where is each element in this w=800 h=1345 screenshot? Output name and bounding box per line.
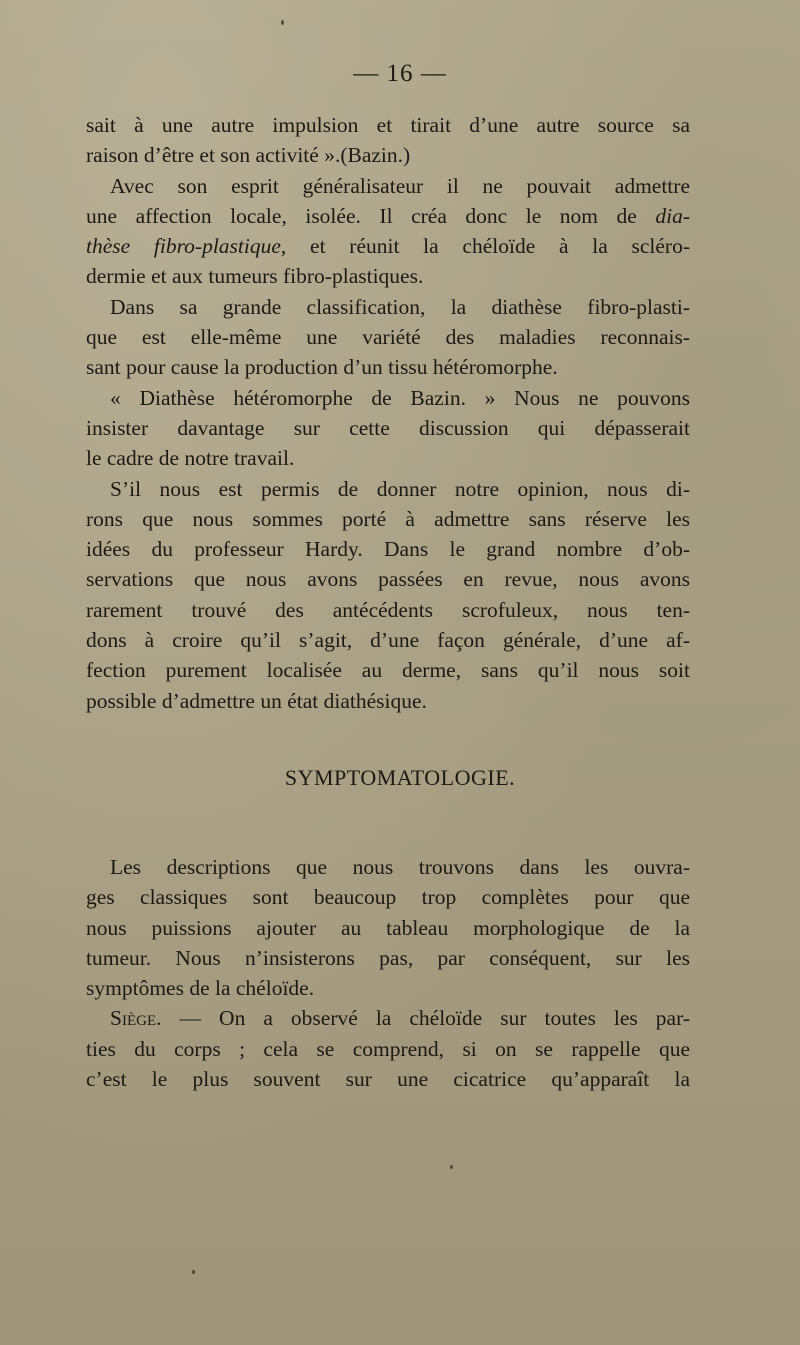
italic-term: thèse fibro-plastique: [86, 234, 281, 259]
paper-spot: [450, 1165, 453, 1169]
text-line: [86, 231, 690, 261]
text-line: sant pour cause la production d’un tissu hétéromorphe.: [86, 355, 558, 380]
text-line: nous puissions ajouter au tableau morphologique de la: [86, 915, 690, 940]
text-line: « Diathèse hétéromorphe de Bazin. » Nous ne pouvons: [110, 385, 690, 410]
text-line: dermie et aux tumeurs fibro-plastiques.: [86, 264, 424, 289]
text-line: servations que nous avons passées en revue, nous avons: [86, 567, 690, 592]
text-fragment: thèse fibro-plastique, et réunit la chéloïde à la scléro-: [86, 234, 690, 259]
text-line: rons que nous sommes porté à admettre sans réserve les: [86, 506, 690, 531]
body-text-bottom: [86, 852, 690, 1094]
text-line: que est elle-même une variété des maladies reconnais-: [86, 325, 690, 350]
italic-term: dia-: [655, 203, 690, 228]
text-line: [86, 201, 690, 231]
subsection-lead: Siège.: [110, 1006, 162, 1031]
text-line: Dans sa grande classification, la diathèse fibro-plasti-: [110, 294, 690, 319]
text-line: idées du professeur Hardy. Dans le grand nombre d’ob-: [86, 537, 690, 562]
text-line: ges classiques sont beaucoup trop complètes pour que: [86, 885, 690, 910]
text-line: Avec son esprit généralisateur il ne pouvait admettre: [110, 173, 690, 198]
text-line: sait à une autre impulsion et tirait d’une autre source sa: [86, 113, 690, 137]
text-line: c’est le plus souvent sur une cicatrice qu’apparaît la: [86, 1067, 690, 1092]
text-fragment: une affection locale, isolée. Il créa donc le nom de dia-: [86, 203, 690, 228]
text-line: insister davantage sur cette discussion qui dépasserait: [86, 415, 690, 440]
text-line: [86, 1003, 690, 1033]
text-line: dons à croire qu’il s’agit, d’une façon générale, d’une af-: [86, 628, 690, 653]
text-line: Les descriptions que nous trouvons dans les ouvra-: [110, 855, 690, 879]
paper-spot: [192, 1270, 195, 1274]
text-line: S’il nous est permis de donner notre opinion, nous di-: [110, 476, 690, 501]
text-line: rarement trouvé des antécédents scrofuleux, nous ten-: [86, 597, 690, 622]
text-line: raison d’être et son activité ».(Bazin.): [86, 143, 411, 168]
body-text-top: [86, 110, 690, 716]
text-line: tumeur. Nous n’insisterons pas, par conséquent, sur les: [86, 945, 690, 970]
page-number: — 16 —: [353, 60, 447, 87]
text-fragment: — On a observé la chéloïde sur toutes les par-: [161, 1006, 690, 1031]
text-line: ties du corps ; cela se comprend, si on se rappelle que: [86, 1036, 690, 1061]
text-line: le cadre de notre travail.: [86, 446, 295, 471]
text-line: fection purement localisée au derme, sans qu’il nous soit: [86, 658, 690, 683]
text-line: possible d’admettre un état diathésique.: [86, 688, 427, 713]
section-heading: SYMPTOMATOLOGIE.: [284, 765, 516, 790]
text-line: symptômes de la chéloïde.: [86, 976, 315, 1001]
paper-spot: [281, 20, 284, 25]
